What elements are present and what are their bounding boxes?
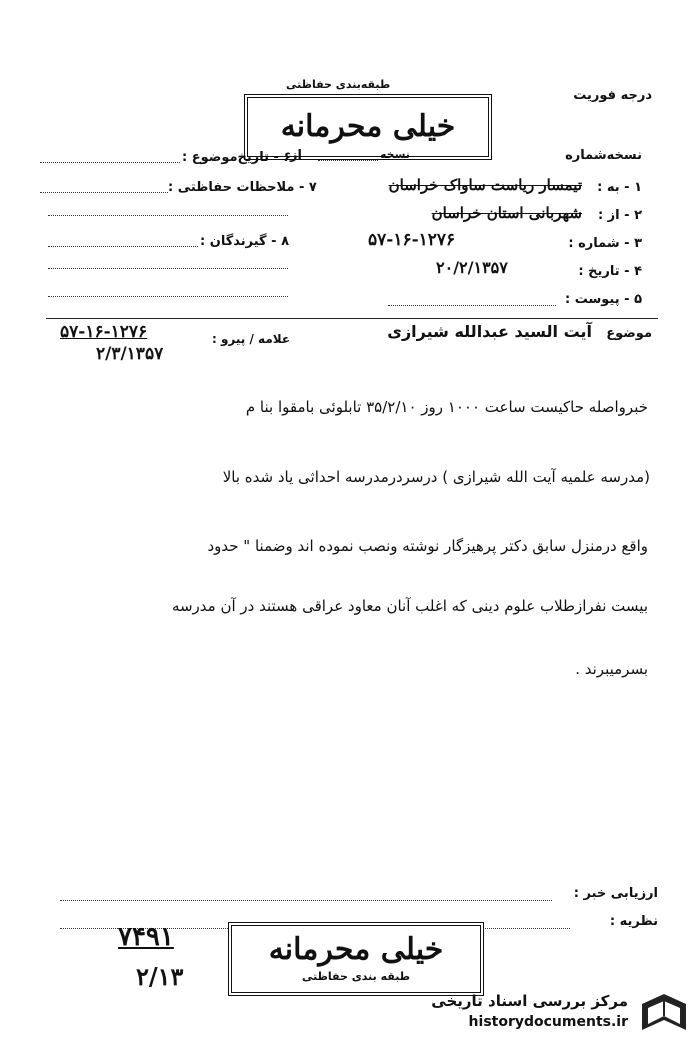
copy-number-line [318, 160, 378, 161]
number-label: ۳ - شماره : [568, 236, 642, 251]
reference-label: علامه / پیرو : [212, 332, 291, 346]
classification-top-label: طبقه‌بندی حفاظتی [286, 78, 391, 91]
body-line-2: (مدرسه علمیه آیت الله شیرازی ) درسردرمدرسه احداثی یاد شده بالا [222, 468, 650, 486]
opinion-label: نظریه : [609, 914, 658, 929]
handwritten-date: ۲/۱۳ [136, 962, 184, 991]
date-value: ۲۰/۲/۱۳۵۷ [436, 258, 508, 277]
body-line-4: بیست نفرازطلاب علوم دینی که اغلب آنان معاود عراقی هستند در آن مدرسه [171, 597, 648, 615]
recipients-label: ۸ - گیرندگان : [200, 234, 289, 249]
attachment-line [388, 305, 556, 306]
body-line-3: واقع درمنزل سابق دکتر پرهیزگار نوشته ونصب نموده اند وضمنا " حدود [207, 537, 648, 555]
body-line-1: خبرواصله حاکیست ساعت ۱۰۰۰ روز ۳۵/۲/۱۰ تابلوئی بامقوا بنا م [245, 398, 648, 416]
recipients-line-3 [48, 296, 288, 297]
watermark-site: historydocuments.ir [468, 1014, 628, 1030]
recipients-line-2 [48, 268, 288, 269]
from-value: شهربانی استان خراسان [431, 204, 582, 222]
copy-word: نسخه [380, 148, 410, 161]
copy-from-label: از [290, 148, 302, 163]
to-label: ۱ - به : [597, 180, 642, 195]
recipients-line-1 [48, 246, 198, 247]
date-topic-label: ۶ - تاریخ‌موضوع : [182, 150, 292, 165]
header-divider [46, 318, 658, 319]
bottom-stamp-subtext: طبقه بندی حفاظتی [301, 970, 411, 983]
bottom-classification-stamp [228, 922, 484, 996]
reference-date: ۲/۳/۱۳۵۷ [96, 344, 164, 364]
date-topic-line [40, 162, 180, 163]
copy-number-label: نسخه‌شماره [565, 148, 642, 163]
number-value: ۵۷-۱۶-۱۲۷۶ [368, 230, 456, 250]
attachment-label: ۵ - پیوست : [565, 292, 642, 307]
reference-number: ۵۷-۱۶-۱۲۷۶ [60, 322, 148, 342]
archive-logo-icon [638, 990, 690, 1036]
body-line-5: بسرمیبرند . [575, 660, 648, 678]
bottom-stamp-text: خیلی محرمانه [268, 932, 444, 967]
notes-label: ۷ - ملاحظات حفاظتی : [168, 180, 317, 195]
subject-label: موضوع [606, 326, 652, 341]
notes-line-2 [48, 215, 288, 216]
from-label: ۲ - از : [597, 208, 642, 223]
to-value: تیمسار ریاست ساواک خراسان [388, 176, 582, 194]
evaluation-line [60, 900, 552, 901]
date-label: ۴ - تاریخ : [578, 264, 642, 279]
subject-value: آیت السید عبدالله شیرازی [387, 322, 592, 341]
watermark-org-name: مرکز بررسی اسناد تاریخی [431, 992, 628, 1010]
handwritten-number: ۷۴۹۱ [118, 922, 174, 952]
notes-line-1 [40, 192, 168, 193]
evaluation-label: ارزیابی خبر : [573, 886, 658, 901]
priority-label: درجه فوریت [573, 88, 652, 103]
top-stamp-text: خیلی محرمانه [280, 109, 456, 144]
